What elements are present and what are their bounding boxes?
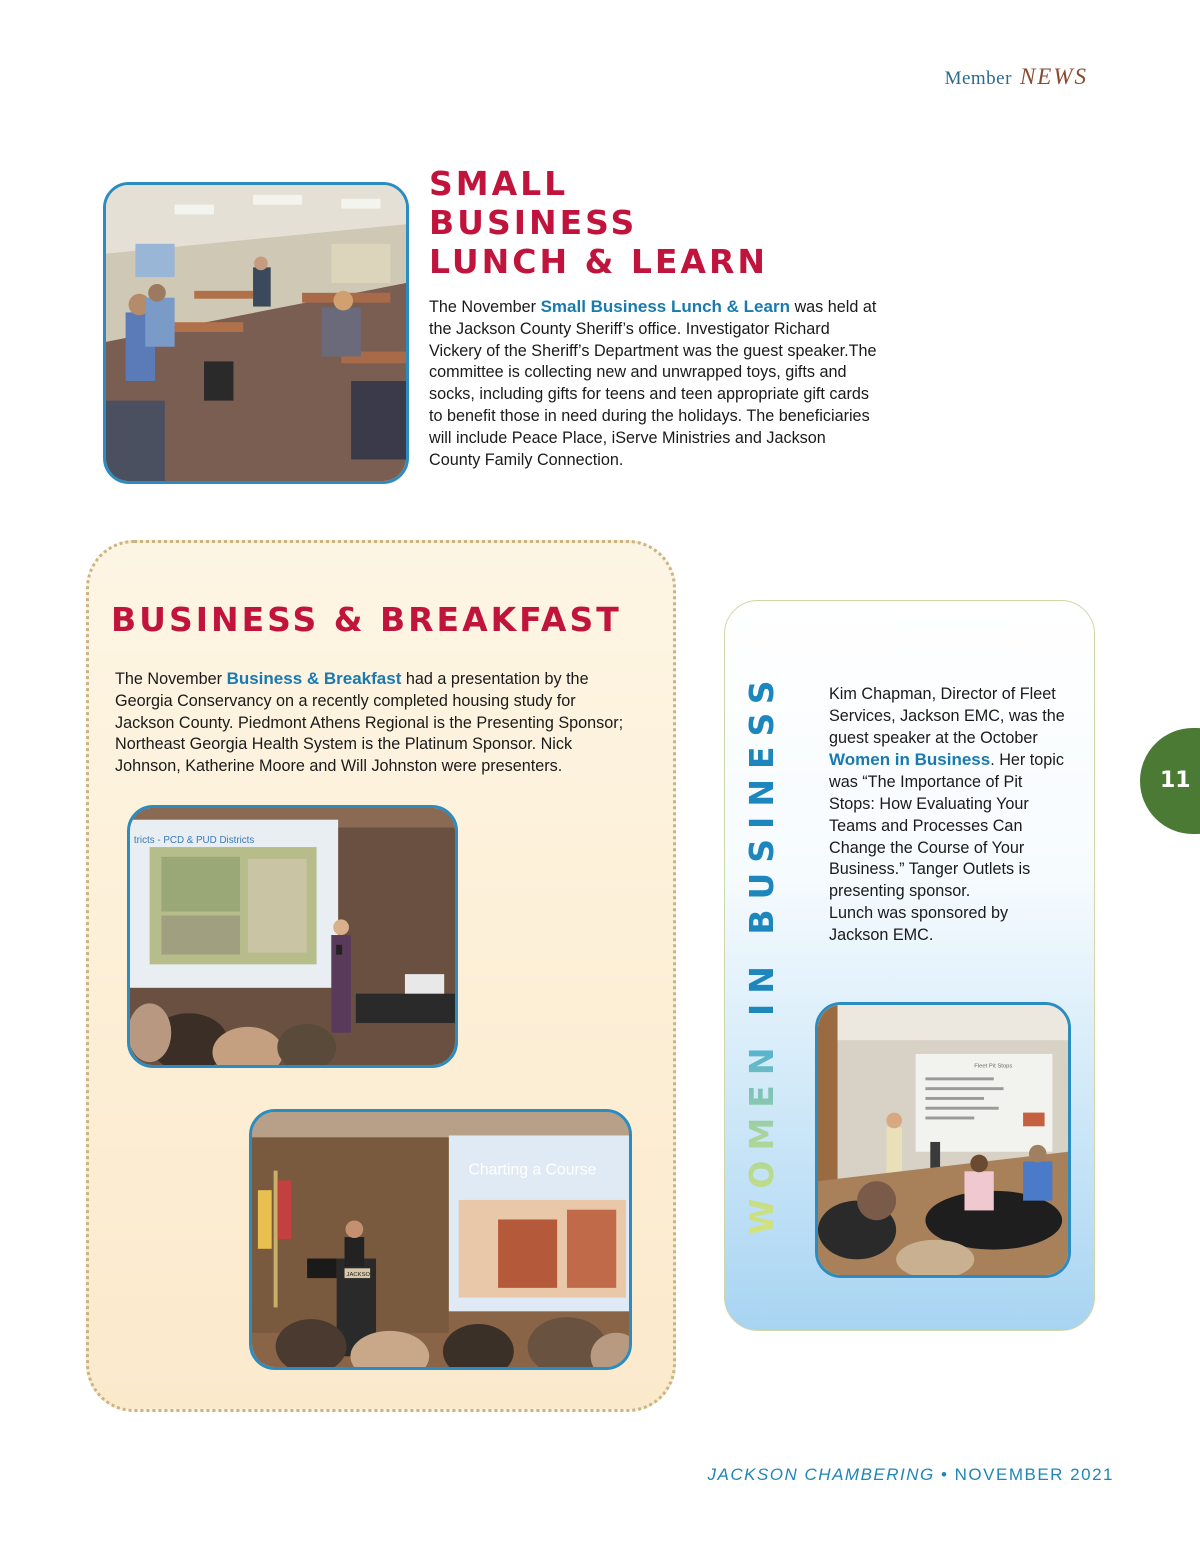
event-name: Business & Breakfast — [226, 669, 402, 688]
event-name: Women in Business — [829, 750, 991, 770]
body-text: had a presentation by the Georgia Conservancy on a recently completed housing study for Jackson County. Piedmont Athens Regional is the Presenting Sponsor; Northeast Georgia Health System is the Platinum Sponsor. Nick Johnson, Katherine Moore and Will Johnston were presenters. — [115, 670, 624, 776]
body-text: . Her topic was “The Importance of Pit Stops: How Evaluating Your Teams and Processes Can Change the Course of Your Business.” Tanger Outlets is presenting sponsor. — [829, 751, 1064, 901]
lunch-learn-photo — [103, 182, 409, 484]
title-line: BUSINESS — [429, 203, 638, 242]
body-text: was held at the Jackson County Sheriff’s office. Investigator Richard Vickery of the Sheriff’s Department was the guest speaker.The committee is collecting new and unwrapped toys, gifts and socks, including gifts for teens and teen appropriate gift cards to benefit those in need during the holidays. The beneficiaries will include Peace Place, iServe Ministries and Jackson County Family Connection. — [429, 298, 877, 469]
title-line: SMALL — [429, 164, 569, 203]
intro-text: The November — [115, 670, 227, 688]
breakfast-photo-2 — [249, 1109, 632, 1370]
section-label-emphasis: NEWS — [1019, 64, 1088, 89]
slide-title: Fleet Pit Stops — [974, 1063, 1013, 1070]
women-in-business-photo — [815, 1002, 1071, 1278]
section-header — [945, 64, 1088, 90]
women-in-business-vertical-title — [742, 670, 792, 1235]
breakfast-photo-1 — [127, 805, 458, 1068]
lunch-learn-body — [429, 296, 877, 471]
event-name: Small Business Lunch & Learn — [540, 297, 790, 316]
page-number: 11 — [1160, 768, 1191, 793]
business-breakfast-title: BUSINESS & BREAKFAST — [111, 600, 622, 639]
intro-text: The November — [429, 298, 541, 316]
business-breakfast-body — [115, 668, 635, 778]
podium-label: JACKSON — [346, 1272, 375, 1279]
intro-text: Kim Chapman, Director of Fleet Services, Jackson EMC, was the guest speaker at the October — [829, 685, 1065, 747]
slide-title: Charting a Course — [468, 1161, 597, 1179]
title-line: LUNCH & LEARN — [429, 242, 768, 281]
sponsor-text: Lunch was sponsored by Jackson EMC. — [829, 903, 1009, 944]
footer-separator: • — [934, 1465, 955, 1484]
lunch-learn-title — [429, 164, 768, 281]
issue-date: NOVEMBER 2021 — [954, 1465, 1114, 1484]
section-label: Member — [944, 68, 1012, 89]
women-in-business-body — [829, 684, 1069, 947]
page-number-tab — [1140, 728, 1200, 834]
footer — [708, 1465, 1115, 1485]
slide-title: tricts - PCD & PUD Districts — [133, 835, 255, 847]
vertical-title-in-business: IN BUSINESS — [742, 670, 781, 1017]
publication-name: JACKSON CHAMBERING — [707, 1465, 935, 1484]
vertical-title-women: WOMEN — [742, 1037, 781, 1235]
